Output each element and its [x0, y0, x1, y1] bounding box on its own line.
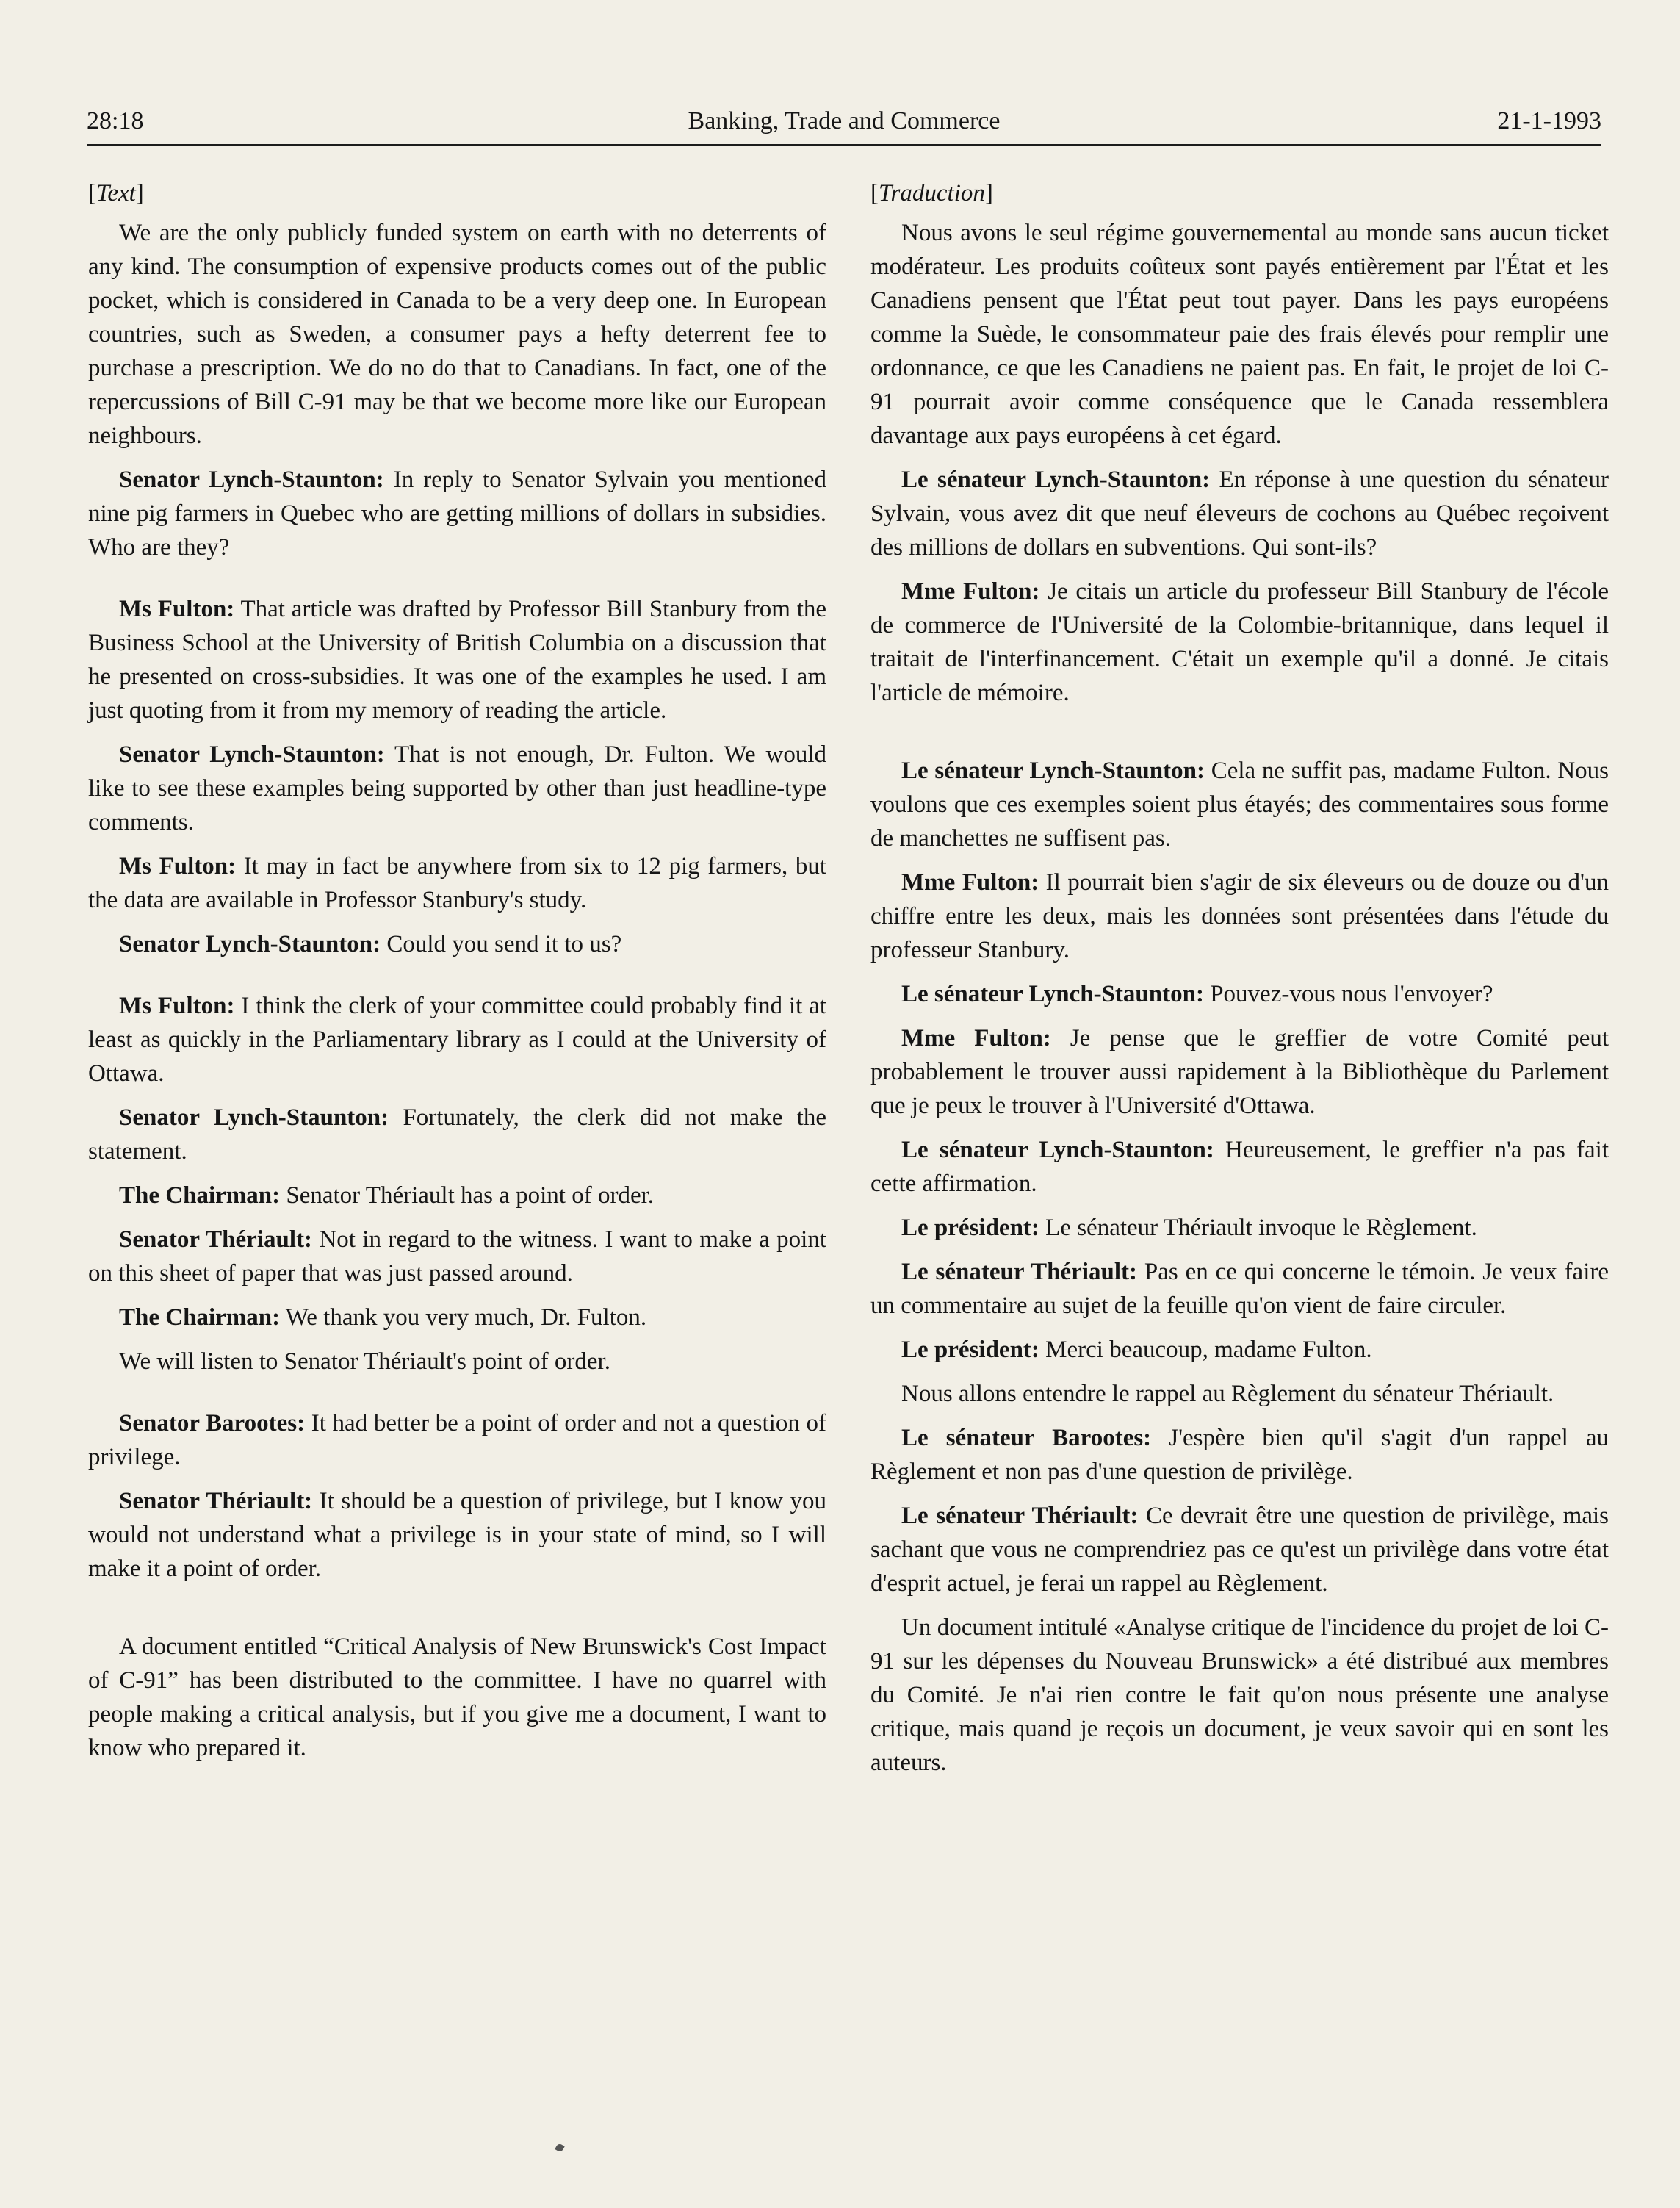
paragraph: Senator Lynch-Staunton: In reply to Senator Sylvain you mentioned nine pig farmers in Quebec who are getting millions of dollars in subsidies. Who are they?	[88, 467, 827, 561]
paragraph: Le sénateur Thériault: Ce devrait être une question de privilège, mais sachant que vous ne comprendriez pas ce qu'est un privilège dans votre état d'esprit actuel, je ferai un rappel au Règlement.	[870, 1503, 1609, 1597]
paragraph: We will listen to Senator Thériault's point of order.	[119, 1348, 610, 1375]
paragraph: Le sénateur Thériault: Pas en ce qui concerne le témoin. Je veux faire un commentaire au sujet de la feuille qu'on vient de faire circuler.	[870, 1259, 1609, 1319]
paragraph: The Chairman: We thank you very much, Dr. Fulton.	[119, 1304, 647, 1331]
paragraph: Mme Fulton: Je pense que le greffier de votre Comité peut probablement le trouver aussi rapidement à la Bibliothèque du Parlement que je peux le trouver à l'Université d'Ottawa.	[870, 1025, 1609, 1119]
sitting-date: 21-1-1993	[1497, 107, 1601, 134]
paragraph: Le président: Merci beaucoup, madame Fulton.	[901, 1337, 1372, 1363]
paragraph: Mme Fulton: Il pourrait bien s'agir de six éleveurs ou de douze ou d'un chiffre entre les deux, mais les données sont présentées dans l'étude du professeur Stanbury.	[870, 869, 1609, 963]
paragraph: Le sénateur Lynch-Staunton: Pouvez-vous nous l'envoyer?	[901, 981, 1493, 1007]
paragraph: Senator Lynch-Staunton: That is not enough, Dr. Fulton. We would like to see these examples being supported by other than just headline-type comments.	[88, 741, 827, 835]
paragraph: Senator Thériault: Not in regard to the witness. I want to make a point on this sheet of paper that was just passed around.	[88, 1226, 827, 1287]
paragraph: Le sénateur Barootes: J'espère bien qu'il s'agit d'un rappel au Règlement et non pas d'une question de privilège.	[870, 1425, 1609, 1485]
print-speck	[555, 2143, 565, 2153]
paragraph: Senator Lynch-Staunton: Could you send it to us?	[119, 931, 622, 957]
paragraph: Le sénateur Lynch-Staunton: Heureusement, le greffier n'a pas fait cette affirmation.	[870, 1137, 1609, 1197]
paragraph: Le sénateur Lynch-Staunton: En réponse à une question du sénateur Sylvain, vous avez dit que neuf éleveurs de cochons au Québec reçoivent des millions de dollars en subventions. Qui sont-ils?	[870, 467, 1609, 561]
paragraph: Un document intitulé «Analyse critique de l'incidence du projet de loi C-91 sur les dépenses du Nouveau Brunswick» a été distribué aux membres du Comité. Je n'ai rien contre le fait qu'on nous présente une analyse critique, mais quand je reçois un document, je veux savoir qui en sont les auteurs.	[870, 1614, 1609, 1776]
paragraph: We are the only publicly funded system on earth with no deterrents of any kind. The consumption of expensive products comes out of the public pocket, which is considered in Canada to be a very deep one. In European countries, such as Sweden, a consumer pays a hefty deterrent fee to purchase a prescription. We do no do that to Canadians. In fact, one of the repercussions of Bill C-91 may be that we become more like our European neighbours.	[88, 220, 826, 449]
paragraph: Nous avons le seul régime gouvernemental au monde sans aucun ticket modérateur. Les produits coûteux sont payés entièrement par l'État et les Canadiens pensent que l'État peut tout payer. Dans les pays européens comme la Suède, le consommateur paie des frais élevés pour remplir une ordonnance, ce que les Canadiens ne paient pas. En fait, le projet de loi C-91 pourrait avoir comme conséquence que le Canada ressemblera davantage aux pays européens à cet égard.	[870, 220, 1609, 449]
paragraph: Ms Fulton: It may in fact be anywhere from six to 12 pig farmers, but the data are available in Professor Stanbury's study.	[88, 853, 826, 913]
paragraph: Senator Barootes: It had better be a point of order and not a question of privilege.	[88, 1410, 826, 1470]
running-title: Banking, Trade and Commerce	[688, 107, 1001, 134]
paragraph: Nous allons entendre le rappel au Règlement du sénateur Thériault.	[901, 1381, 1554, 1407]
paragraph: Ms Fulton: I think the clerk of your committee could probably find it at least as quickly in the Parliamentary library as I could at the University of Ottawa.	[88, 993, 827, 1087]
paragraph: A document entitled “Critical Analysis of New Brunswick's Cost Impact of C-91” has been distributed to the committee. I have no quarrel with people making a critical analysis, but if you give me a document, I want to know who prepared it.	[88, 1633, 826, 1761]
paragraph: Ms Fulton: That article was drafted by Professor Bill Stanbury from the Business School at the University of British Columbia on a discussion that he presented on cross-subsidies. It was one of the examples he used. I am just quoting from it from my memory of reading the article.	[88, 596, 827, 724]
paragraph: Le sénateur Lynch-Staunton: Cela ne suffit pas, madame Fulton. Nous voulons que ces exemples soient plus étayés; des commentaires sous forme de manchettes ne suffisent pas.	[870, 758, 1609, 852]
paragraph: Mme Fulton: Je citais un article du professeur Bill Stanbury de l'école de commerce de l'Université de la Colombie-britannique, dans lequel il traitait de l'interfinancement. C'était un exemple qu'il a donné. Je citais l'article de mémoire.	[870, 578, 1609, 706]
page-header	[87, 101, 1601, 147]
paragraph: The Chairman: Senator Thériault has a point of order.	[119, 1182, 655, 1209]
header-rule	[87, 144, 1601, 146]
column-tag: [Traduction]	[870, 180, 993, 206]
page-number: 28:18	[87, 107, 144, 134]
french-column	[870, 176, 1609, 1790]
paragraph: Le président: Le sénateur Thériault invoque le Règlement.	[901, 1215, 1477, 1241]
paragraph: Senator Lynch-Staunton: Fortunately, the clerk did not make the statement.	[88, 1104, 826, 1165]
column-tag: [Text]	[88, 180, 144, 206]
english-column	[88, 176, 826, 1775]
paragraph: Senator Thériault: It should be a question of privilege, but I know you would not understand what a privilege is in your state of mind, so I will make it a point of order.	[88, 1488, 826, 1582]
